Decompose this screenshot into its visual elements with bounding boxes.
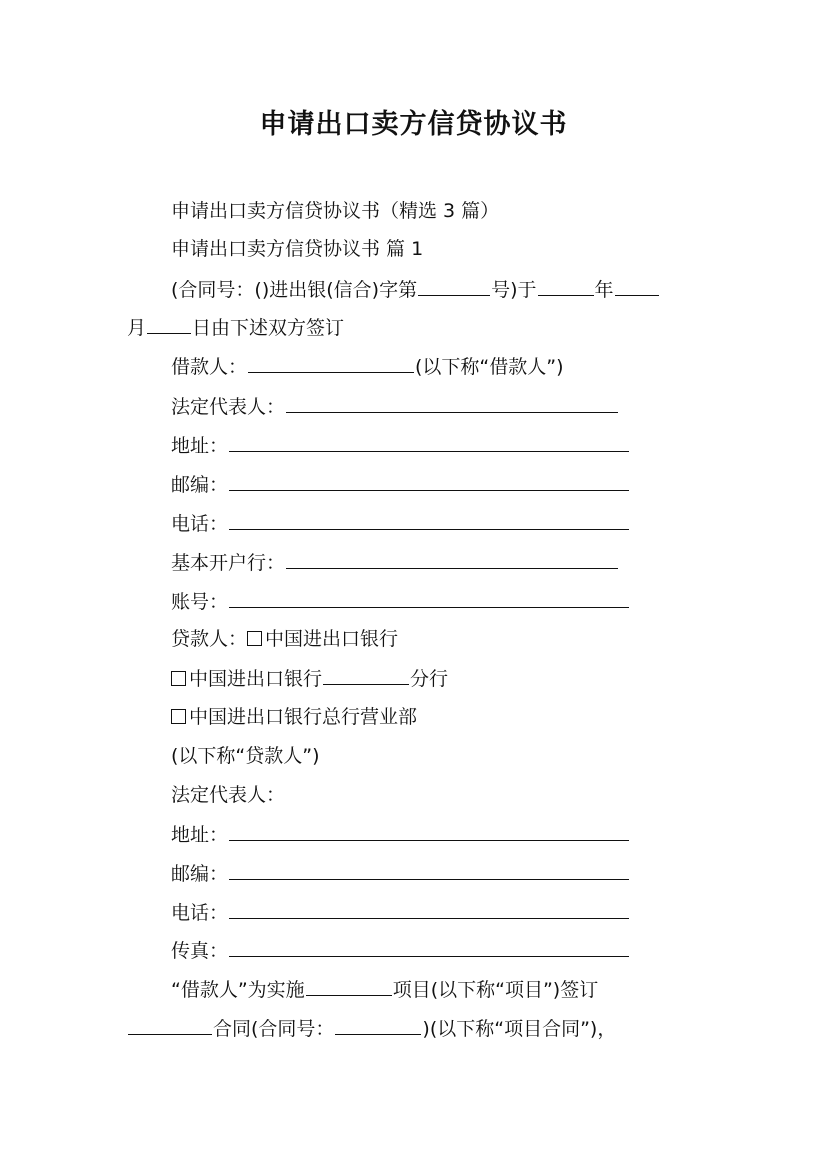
project-blank[interactable]	[306, 977, 392, 996]
borrower-line	[171, 354, 564, 379]
field-label: 电话：	[171, 902, 229, 924]
borrower-bank-line	[171, 550, 619, 575]
lender-fax-line	[171, 938, 630, 963]
checkbox-icon[interactable]	[171, 709, 186, 724]
para-text: “借款人”为实施	[171, 979, 305, 1001]
field-blank[interactable]	[229, 900, 629, 919]
lender-line	[171, 627, 398, 651]
field-label: 电话：	[171, 513, 229, 535]
field-blank[interactable]	[229, 511, 629, 530]
field-label: 传真：	[171, 940, 229, 962]
borrower-alias: (以下称“借款人”)	[415, 356, 564, 378]
borrower-address-line	[171, 433, 630, 458]
lender-postcode-line	[171, 861, 630, 886]
lender-address-line	[171, 822, 630, 847]
date-prefix-label: 号)于	[491, 279, 537, 301]
field-blank[interactable]	[229, 433, 629, 452]
para-text: 项目(以下称“项目”)签订	[392, 979, 599, 1001]
paragraph-line-1	[171, 977, 598, 1002]
field-label: 基本开户行：	[171, 552, 286, 574]
checkbox-icon[interactable]	[171, 671, 186, 686]
year-label: 年	[594, 279, 614, 301]
lender-phone-line	[171, 900, 630, 925]
contract-line-2	[127, 315, 344, 340]
field-label: 地址：	[171, 435, 229, 457]
field-label: 邮编：	[171, 863, 229, 885]
borrower-legal-rep-line	[171, 394, 619, 419]
lender-option-3: 中国进出口银行总行营业部	[189, 706, 418, 728]
lender-alias: (以下称“贷款人”)	[171, 745, 320, 767]
contract-no-blank[interactable]	[335, 1016, 421, 1035]
month-label: 月	[127, 317, 147, 339]
field-label: 账号：	[171, 591, 229, 613]
branch-label: 分行	[410, 668, 449, 690]
contract-number-label: (合同号：()进出银(信合)字第	[171, 279, 418, 301]
lender-option-2-line	[171, 666, 448, 691]
borrower-account-line	[171, 589, 630, 614]
field-label: 邮编：	[171, 474, 229, 496]
field-blank[interactable]	[229, 589, 629, 608]
contract-line-1	[171, 277, 660, 302]
day-blank[interactable]	[147, 315, 191, 334]
para-text: )(以下称“项目合同”)，	[422, 1018, 617, 1040]
section-heading: 申请出口卖方信贷协议书 篇 1	[171, 238, 424, 260]
contract-name-blank[interactable]	[128, 1016, 212, 1035]
lender-option-1: 中国进出口银行	[265, 628, 399, 650]
borrower-postcode-line	[171, 472, 630, 497]
borrower-phone-line	[171, 511, 630, 536]
contract-number-blank[interactable]	[418, 277, 490, 296]
field-blank[interactable]	[229, 938, 629, 957]
field-blank[interactable]	[229, 472, 629, 491]
year-blank[interactable]	[538, 277, 594, 296]
field-blank[interactable]	[286, 394, 618, 413]
lender-option-3-line	[171, 705, 417, 729]
lender-label: 贷款人：	[171, 628, 248, 650]
signed-by-label: 日由下述双方签订	[192, 317, 345, 339]
para-text: 合同(合同号：	[213, 1018, 335, 1040]
subtitle: 申请出口卖方信贷协议书（精选 3 篇）	[171, 200, 500, 222]
branch-blank[interactable]	[323, 666, 409, 685]
field-label: 地址：	[171, 824, 229, 846]
field-blank[interactable]	[286, 550, 618, 569]
field-blank[interactable]	[229, 822, 629, 841]
lender-option-2: 中国进出口银行	[189, 668, 323, 690]
borrower-label: 借款人：	[171, 356, 248, 378]
month-blank-start[interactable]	[615, 277, 659, 296]
checkbox-icon[interactable]	[247, 631, 262, 646]
paragraph-line-2	[127, 1016, 616, 1041]
document-title: 申请出口卖方信贷协议书	[259, 109, 568, 140]
borrower-blank[interactable]	[248, 354, 414, 373]
lender-legal-rep: 法定代表人：	[171, 784, 286, 806]
field-blank[interactable]	[229, 861, 629, 880]
field-label: 法定代表人：	[171, 396, 286, 418]
